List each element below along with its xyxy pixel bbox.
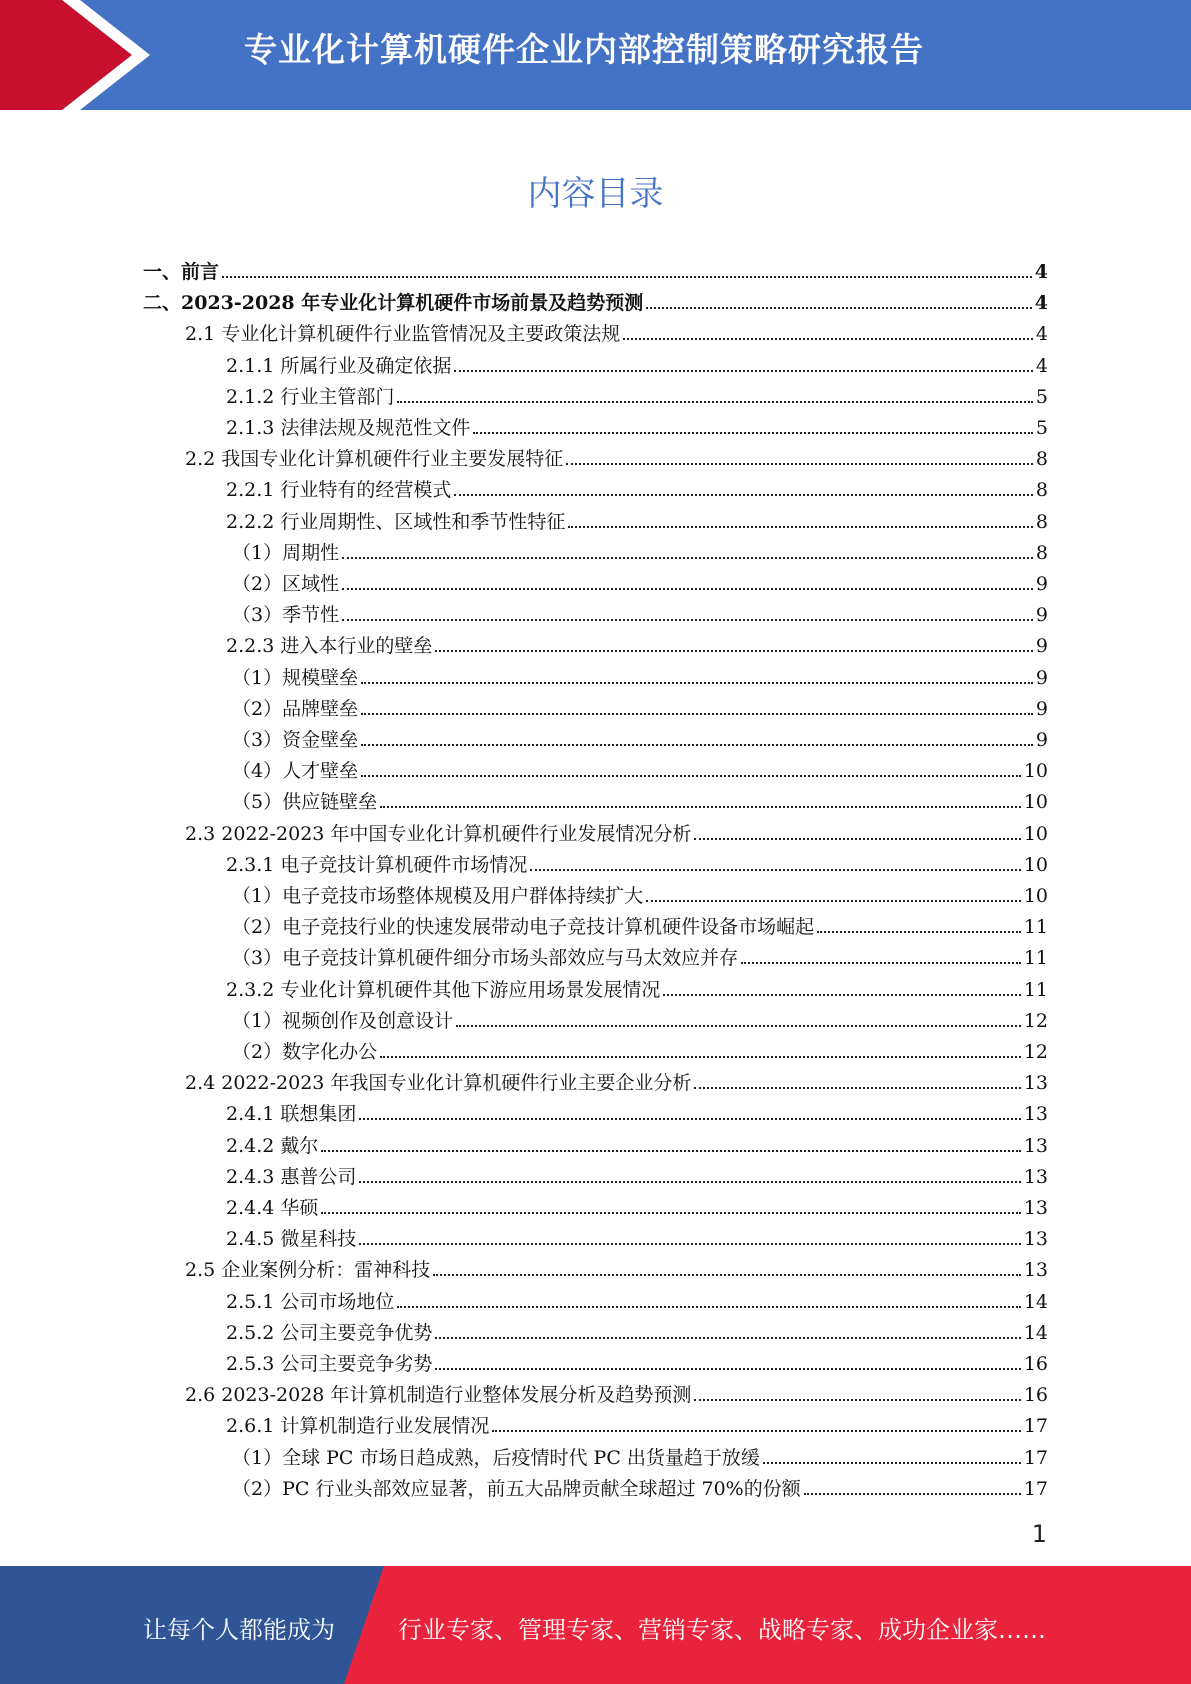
toc-entry-label: 2.2 我国专业化计算机硬件行业主要发展特征 [185,448,564,470]
footer-slogan-left: 让每个人都能成为 [143,1616,335,1644]
toc-entry-page-number: 10 [1023,823,1048,845]
toc-entry[interactable] [232,1033,1048,1064]
toc-entry-page-number: 11 [1023,979,1048,1001]
toc-dot-leader [454,370,1033,372]
toc-entry-page-number: 17 [1023,1478,1048,1500]
toc-entry-label: 2.6 2023-2028 年计算机制造行业整体发展分析及趋势预测 [185,1384,692,1406]
toc-entry-label: 2.3.1 电子竞技计算机硬件市场情况 [226,854,528,876]
toc-entry-page-number: 4 [1035,323,1048,345]
toc-entry-label: 2.5.1 公司市场地位 [226,1291,395,1313]
toc-entry-page-number: 13 [1023,1135,1048,1157]
toc-entry-page-number: 14 [1023,1322,1048,1344]
toc-dot-leader [741,962,1021,964]
toc-entry[interactable] [185,1064,1048,1095]
toc-entry-label: （2）PC 行业头部效应显著，前五大品牌贡献全球超过 70%的份额 [232,1478,801,1500]
toc-entry-page-number: 10 [1023,791,1048,813]
toc-entry-page-number: 13 [1023,1259,1048,1281]
toc-entry-page-number: 5 [1035,386,1048,408]
toc-dot-leader [663,994,1020,996]
toc-dot-leader [456,1025,1021,1027]
toc-dot-leader [342,557,1033,559]
toc-dot-leader [435,1368,1020,1370]
toc-entry-label: 2.1.2 行业主管部门 [226,386,395,408]
toc-entry-page-number: 13 [1023,1103,1048,1125]
toc-entry-label: 2.5 企业案例分析：雷神科技 [185,1259,431,1281]
toc-entry[interactable] [232,1439,1048,1470]
toc-entry-page-number: 13 [1023,1228,1048,1250]
toc-entry[interactable] [226,1189,1048,1220]
toc-heading: 内容目录 [527,174,664,214]
toc-entry[interactable] [232,939,1048,970]
toc-entry-label: 2.4 2022-2023 年我国专业化计算机硬件行业主要企业分析 [185,1072,692,1094]
toc-entry-page-number: 4 [1035,355,1048,377]
toc-dot-leader [435,1337,1020,1339]
toc-entry[interactable] [232,534,1048,565]
toc-entry-label: 2.4.2 戴尔 [226,1135,319,1157]
toc-entry-page-number: 9 [1035,604,1048,626]
toc-dot-leader [435,650,1033,652]
toc-entry[interactable] [232,877,1048,908]
toc-entry-page-number: 13 [1023,1166,1048,1188]
toc-entry-label: （4）人才壁垒 [232,760,359,782]
toc-entry-label: 2.4.4 华硕 [226,1197,319,1219]
toc-entry-page-number: 8 [1035,448,1048,470]
toc-dot-leader [646,900,1021,902]
toc-entry-label: 二、2023-2028 年专业化计算机硬件市场前景及趋势预测 [143,292,644,314]
toc-entry-label: （1）规模壁垒 [232,667,359,689]
toc-entry[interactable] [232,908,1048,939]
toc-dot-leader [321,1150,1020,1152]
toc-entry-page-number: 17 [1023,1447,1048,1469]
toc-entry-page-number: 9 [1035,573,1048,595]
toc-dot-leader [694,1087,1020,1089]
toc-entry[interactable] [185,815,1048,846]
toc-entry-page-number: 9 [1035,667,1048,689]
toc-entry-page-number: 9 [1035,729,1048,751]
toc-dot-leader [361,775,1021,777]
toc-entry-page-number: 4 [1034,292,1048,314]
toc-entry[interactable] [226,1127,1048,1158]
toc-dot-leader [359,1243,1020,1245]
toc-entry[interactable] [226,1095,1048,1126]
toc-entry[interactable] [226,1314,1048,1345]
toc-dot-leader [342,619,1033,621]
toc-dot-leader [566,463,1033,465]
toc-entry[interactable] [232,596,1048,627]
toc-entry-page-number: 16 [1023,1384,1048,1406]
toc-entry-label: 一、前言 [143,261,220,283]
toc-entry[interactable] [185,440,1048,471]
toc-dot-leader [454,494,1033,496]
toc-entry-label: 2.5.3 公司主要竞争劣势 [226,1353,433,1375]
toc-entry-label: （2）区域性 [232,573,340,595]
toc-dot-leader [222,276,1032,278]
toc-entry[interactable] [232,565,1048,596]
toc-entry[interactable] [232,783,1048,814]
toc-entry-label: （2）品牌壁垒 [232,698,359,720]
toc-entry-label: （5）供应链壁垒 [232,791,378,813]
toc-entry-label: 2.2.2 行业周期性、区域性和季节性特征 [226,511,566,533]
toc-dot-leader [763,1462,1021,1464]
toc-entry[interactable] [143,284,1048,315]
toc-dot-leader [359,1181,1020,1183]
header-title: 专业化计算机硬件企业内部控制策略研究报告 [244,30,924,69]
toc-entry[interactable] [226,1158,1048,1189]
toc-entry[interactable] [226,1407,1048,1438]
toc-entry-page-number: 11 [1023,916,1048,938]
toc-dot-leader [530,869,1020,871]
toc-entry[interactable] [226,1220,1048,1251]
toc-dot-leader [361,682,1033,684]
toc-entry-page-number: 10 [1023,854,1048,876]
toc-entry-label: 2.2.1 行业特有的经营模式 [226,479,452,501]
toc-entry-page-number: 12 [1023,1041,1048,1063]
toc-dot-leader [473,432,1033,434]
toc-entry[interactable] [232,659,1048,690]
toc-dot-leader [380,1056,1021,1058]
toc-entry[interactable] [226,627,1048,658]
toc-dot-leader [568,526,1033,528]
toc-entry[interactable] [232,1470,1048,1501]
toc-entry-page-number: 10 [1023,885,1048,907]
toc-entry-page-number: 8 [1035,542,1048,564]
toc-entry[interactable] [232,752,1048,783]
toc-dot-leader [321,1212,1020,1214]
toc-entry-label: （1）周期性 [232,542,340,564]
header-banner [0,0,1191,110]
toc-entry-label: （1）电子竞技市场整体规模及用户群体持续扩大 [232,885,644,907]
toc-entry[interactable] [226,971,1048,1002]
toc-entry-label: （3）资金壁垒 [232,729,359,751]
toc-entry-page-number: 14 [1023,1291,1048,1313]
toc-entry[interactable] [226,503,1048,534]
toc-entry[interactable] [232,690,1048,721]
toc-entry-label: 2.5.2 公司主要竞争优势 [226,1322,433,1344]
toc-entry-label: 2.1 专业化计算机硬件行业监管情况及主要政策法规 [185,323,621,345]
toc-entry[interactable] [232,1002,1048,1033]
toc-entry-label: （3）电子竞技计算机硬件细分市场头部效应与马太效应并存 [232,947,739,969]
toc-dot-leader [623,338,1033,340]
toc-entry-label: 2.2.3 进入本行业的壁垒 [226,635,433,657]
toc-entry[interactable] [143,253,1048,284]
toc-entry[interactable] [226,1345,1048,1376]
toc-entry-label: 2.4.3 惠普公司 [226,1166,357,1188]
toc-entry[interactable] [226,1283,1048,1314]
toc-entry-page-number: 11 [1023,947,1048,969]
toc-entry-label: （1）全球 PC 市场日趋成熟，后疫情时代 PC 出货量趋于放缓 [232,1447,760,1469]
toc-entry-page-number: 8 [1035,479,1048,501]
toc-entry-page-number: 17 [1023,1415,1048,1437]
toc-entry[interactable] [226,378,1048,409]
toc-dot-leader [342,588,1033,590]
toc-dot-leader [359,1118,1020,1120]
toc-entry-label: （3）季节性 [232,604,340,626]
toc-entry[interactable] [232,721,1048,752]
page-number: 1 [1031,1520,1047,1548]
toc-entry-page-number: 13 [1023,1197,1048,1219]
toc-dot-leader [492,1430,1020,1432]
toc-entry-page-number: 12 [1023,1010,1048,1032]
toc-entry[interactable] [185,315,1048,346]
footer-banner [0,1566,1191,1684]
toc-entry-label: 2.1.1 所属行业及确定依据 [226,355,452,377]
toc-dot-leader [804,1493,1021,1495]
toc-entry-label: （1）视频创作及创意设计 [232,1010,454,1032]
toc-entry-label: 2.3 2022-2023 年中国专业化计算机硬件行业发展情况分析 [185,823,692,845]
toc-entry[interactable] [226,409,1048,440]
toc-entry-label: 2.4.1 联想集团 [226,1103,357,1125]
toc-entry-page-number: 9 [1035,635,1048,657]
toc-entry-page-number: 10 [1023,760,1048,782]
toc-dot-leader [694,1399,1020,1401]
toc-entry-label: （2）数字化办公 [232,1041,378,1063]
toc-dot-leader [817,931,1021,933]
toc-dot-leader [694,838,1020,840]
toc-dot-leader [397,1306,1020,1308]
toc-entry-page-number: 4 [1034,261,1048,283]
toc-dot-leader [380,806,1021,808]
toc-entry-label: 2.6.1 计算机制造行业发展情况 [226,1415,490,1437]
toc-entry[interactable] [226,471,1048,502]
toc-dot-leader [361,713,1033,715]
toc-entry-page-number: 8 [1035,511,1048,533]
toc-entry[interactable] [185,1376,1048,1407]
toc-entry-page-number: 16 [1023,1353,1048,1375]
toc-dot-leader [397,401,1033,403]
toc-dot-leader [646,307,1032,309]
toc-entry-page-number: 13 [1023,1072,1048,1094]
toc-entry-label: 2.3.2 专业化计算机硬件其他下游应用场景发展情况 [226,979,661,1001]
toc-entry[interactable] [226,347,1048,378]
toc-entry[interactable] [226,846,1048,877]
toc-dot-leader [361,744,1033,746]
toc-entry-label: 2.1.3 法律法规及规范性文件 [226,417,471,439]
toc-entry-label: （2）电子竞技行业的快速发展带动电子竞技计算机硬件设备市场崛起 [232,916,815,938]
toc-entry-page-number: 5 [1035,417,1048,439]
footer-slogan-right: 行业专家、管理专家、营销专家、战略专家、成功企业家…… [398,1616,1046,1644]
toc-entry-page-number: 9 [1035,698,1048,720]
toc-dot-leader [433,1274,1021,1276]
toc-entry-label: 2.4.5 微星科技 [226,1228,357,1250]
toc-entry[interactable] [185,1251,1048,1282]
